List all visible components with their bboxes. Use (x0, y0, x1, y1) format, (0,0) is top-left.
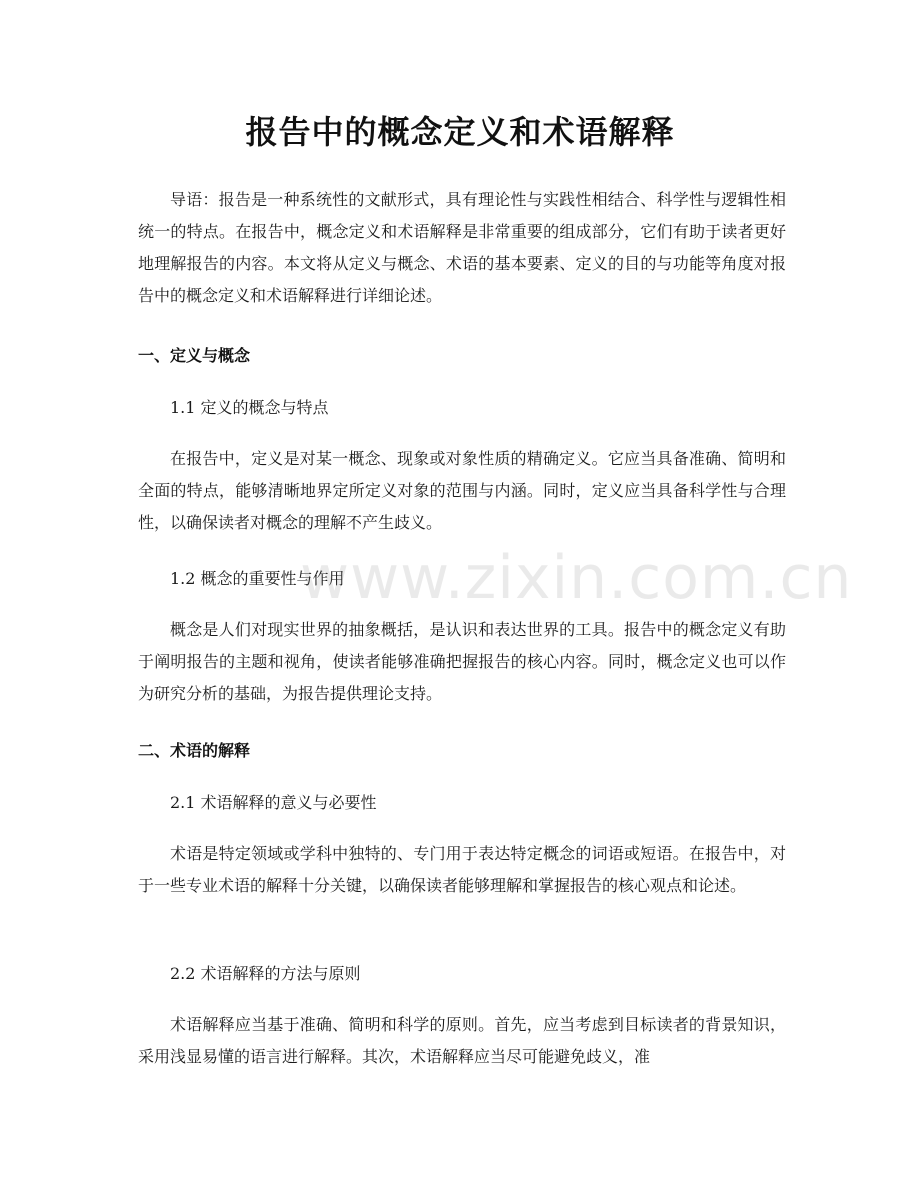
document-title: 报告中的概念定义和术语解释 (245, 113, 675, 151)
subsection-heading-1-2: 1.2 概念的重要性与作用 (170, 569, 345, 588)
paragraph-1-2: 概念是人们对现实世界的抽象概括，是认识和表达世界的工具。报告中的概念定义有助于阐明报告的主题和视角，使读者能够准确把握报告的核心内容。同时，概念定义也可以作为研究分析的基础，为报告提供理论支持。 (138, 620, 786, 703)
subsection-heading-2-1: 2.1 术语解释的意义与必要性 (170, 793, 377, 812)
paragraph-2-1: 术语是特定领域或学科中独特的、专门用于表达特定概念的词语或短语。在报告中，对于一些专业术语的解释十分关键，以确保读者能够理解和掌握报告的核心观点和论述。 (138, 844, 786, 895)
section-heading-2: 二、术语的解释 (138, 741, 251, 760)
intro-paragraph: 导语：报告是一种系统性的文献形式，具有理论性与实践性相结合、科学性与逻辑性相统一的特点。在报告中，概念定义和术语解释是非常重要的组成部分，它们有助于读者更好地理解报告的内容。本文将从定义与概念、术语的基本要素、定义的目的与功能等角度对报告中的概念定义和术语解释进行详细论述。 (138, 190, 786, 305)
subsection-heading-1-1: 1.1 定义的概念与特点 (170, 398, 329, 417)
paragraph-2-2: 术语解释应当基于准确、简明和科学的原则。首先，应当考虑到目标读者的背景知识，采用浅显易懂的语言进行解释。其次，术语解释应当尽可能避免歧义，准 (138, 1015, 786, 1066)
section-heading-1: 一、定义与概念 (138, 346, 251, 365)
watermark: www.zixin.com.cn (300, 543, 853, 613)
subsection-heading-2-2: 2.2 术语解释的方法与原则 (170, 964, 361, 983)
paragraph-1-1: 在报告中，定义是对某一概念、现象或对象性质的精确定义。它应当具备准确、简明和全面的特点，能够清晰地界定所定义对象的范围与内涵。同时，定义应当具备科学性与合理性，以确保读者对概念的理解不产生歧义。 (138, 449, 786, 532)
